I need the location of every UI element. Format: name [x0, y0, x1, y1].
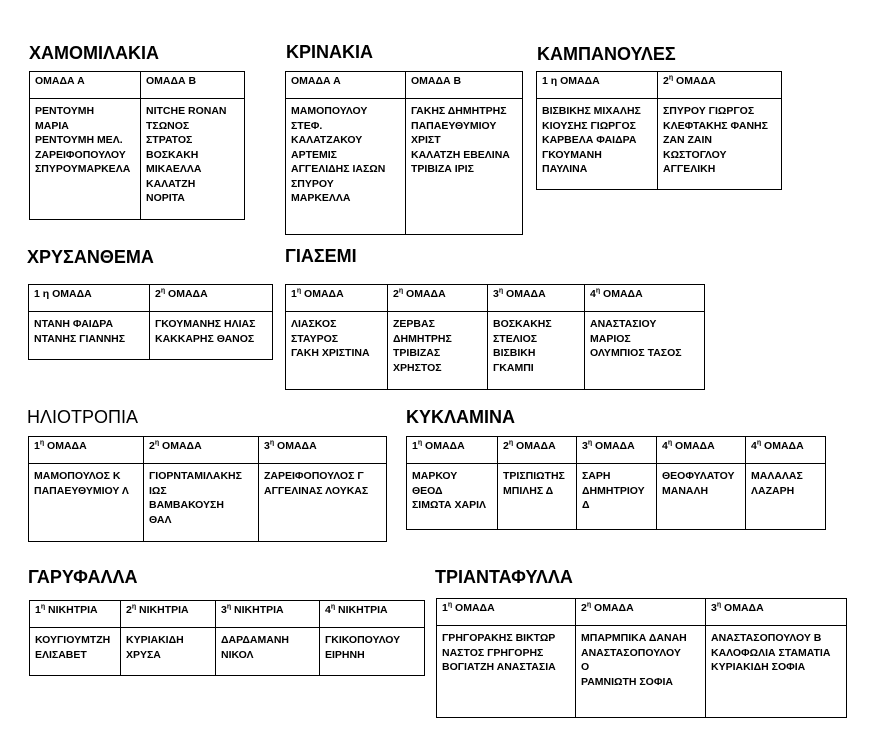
column-header-label: ΟΜΑΔΑ Α [291, 75, 341, 87]
member-name: ΜΑΝΑΛΗ [662, 484, 709, 497]
team-members-cell [585, 312, 705, 390]
team-members-cell [577, 464, 657, 530]
team-members-cell [537, 99, 658, 190]
column-header [407, 437, 498, 464]
column-header-pre: 1 η ΟΜΑΔΑ [34, 288, 92, 300]
member-name: Δ [582, 499, 590, 511]
member-name: ΓΑΚΗΣ ΔΗΜΗΤΡΗΣ [411, 105, 507, 117]
team-table-kyklamina [406, 436, 826, 530]
member-name: ΜΑΡΚΕΛΛΑ [291, 192, 351, 204]
column-header [437, 599, 576, 626]
section-title-garyfalla: ΓΑΡΥΦΑΛΛΑ [28, 567, 138, 587]
column-header [657, 437, 746, 464]
column-header [150, 285, 273, 312]
column-header-post: ΟΜΑΔΑ [513, 440, 556, 452]
column-header-pre: 2 [393, 288, 399, 300]
team-members-cell [437, 626, 576, 718]
column-header-post: ΟΜΑΔΑ [721, 602, 764, 614]
column-header [388, 285, 488, 312]
team-members-cell [30, 99, 141, 220]
column-header-post: ΟΜΑΔΑ [452, 602, 495, 614]
member-name: ΝΙΚΟΛ [221, 648, 254, 661]
column-header-post: ΝΙΚΗΤΡΙΑ [231, 604, 284, 616]
member-name: ΣΤΕΛΙΟΣ [493, 332, 538, 345]
member-name: ΠΑΠΑΕΥΘΥΜΙΟΥ Λ [34, 484, 129, 497]
team-members-cell [658, 99, 782, 190]
header-row [29, 285, 273, 312]
header-row [437, 599, 847, 626]
column-header-sup: η [330, 603, 336, 611]
column-header [30, 72, 141, 99]
team-members-cell [216, 628, 320, 676]
team-members-cell [498, 464, 577, 530]
column-header-pre: 3 [711, 602, 717, 614]
member-name: ΜΑΛΑΛΑΣ [751, 470, 803, 482]
column-header [29, 437, 144, 464]
team-members-cell [657, 464, 746, 530]
column-header-sup: η [498, 287, 504, 295]
member-name: ΜΑΡΚΟΥ [412, 470, 458, 482]
team-members-cell [144, 464, 259, 542]
team-table-chamomilakia [29, 71, 245, 220]
member-name: ΓΚΟΥΜΑΝΗΣ ΗΛΙΑΣ [155, 318, 256, 330]
column-header-sup: η [756, 439, 762, 447]
column-header-pre: 4 [325, 604, 331, 616]
member-name: ΚΑΛΟΦΩΛΙΑ ΣΤΑΜΑΤΙΑ [711, 646, 831, 659]
column-header-pre: 2 [149, 440, 155, 452]
member-name: ΕΙΡΗΝΗ [325, 648, 365, 661]
column-header-pre: 2 [503, 440, 509, 452]
column-header [286, 285, 388, 312]
member-name: ΣΙΜΩΤΑ ΧΑΡΙΛ [412, 499, 487, 511]
team-table-kampanoules [536, 71, 782, 190]
section-title-chrysanthema: ΧΡΥΣΑΝΘΕΜΑ [27, 247, 154, 267]
column-header-pre: 2 [581, 602, 587, 614]
column-header-post: ΟΜΑΔΑ [159, 440, 202, 452]
member-name: ΖΑΡΕΙΦΟΠΟΥΛΟΣ Γ [264, 470, 364, 482]
member-name: ΝΑΣΤΟΣ ΓΡΗΓΟΡΗΣ [442, 646, 544, 659]
member-name: ΚΟΥΓΙΟΥΜΤΖΗ [35, 634, 111, 646]
column-header-sup: η [398, 287, 404, 295]
column-header-pre: 1 [442, 602, 448, 614]
column-header-post: ΟΜΑΔΑ [761, 440, 804, 452]
member-name: ΟΛΥΜΠΙΟΣ ΤΑΣΟΣ [590, 347, 682, 359]
member-name: ΣΑΡΗ [582, 470, 611, 482]
column-header-pre: 2 [663, 75, 669, 87]
member-name: ΓΡΗΓΟΡΑΚΗΣ ΒΙΚΤΩΡ [442, 632, 556, 644]
member-name: ΜΑΜΟΠΟΥΛΟΣ Κ [34, 470, 121, 482]
member-name: ΙΩΣ [149, 484, 167, 497]
column-header-sup: η [447, 601, 453, 609]
column-header-pre: 3 [264, 440, 270, 452]
column-header-sup: η [417, 439, 423, 447]
members-row [437, 626, 847, 718]
member-name: ΤΣΩΝΟΣ [146, 119, 190, 132]
column-header-sup: η [40, 603, 46, 611]
column-header-label: ΟΜΑΔΑ Α [35, 75, 85, 87]
column-header [488, 285, 585, 312]
member-name: ΚΑΛΑΤΖΗ ΕΒΕΛΙΝΑ [411, 148, 510, 161]
column-header-post: ΟΜΑΔΑ [422, 440, 465, 452]
column-header [585, 285, 705, 312]
member-name: ΛΑΖΑΡΗ [751, 484, 795, 497]
team-members-cell [320, 628, 425, 676]
member-name: ΠΑΥΛΙΝΑ [542, 163, 588, 175]
member-name: ΡΕΝΤΟΥΜΗ ΜΕΛ. [35, 134, 123, 146]
section-title-krinakia: ΚΡΙΝΑΚΙΑ [286, 42, 374, 62]
column-header [286, 72, 406, 99]
column-header-sup: η [160, 287, 166, 295]
member-name: ΘΕΟΦΥΛΑΤΟΥ [662, 470, 735, 482]
column-header-pre: 1 η ΟΜΑΔΑ [542, 75, 600, 87]
team-members-cell [286, 99, 406, 235]
member-name: ΕΛΙΣΑΒΕΤ [35, 648, 87, 661]
section-title-kyklamina: ΚΥΚΛΑΜΙΝΑ [406, 407, 516, 427]
column-header-post: ΟΜΑΔΑ [403, 288, 446, 300]
team-members-cell [746, 464, 826, 530]
member-name: ΣΤΡΑΤΟΣ [146, 134, 193, 146]
column-header [746, 437, 826, 464]
column-header-post: ΟΜΑΔΑ [44, 440, 87, 452]
member-name: ΚΥΡΙΑΚΙΔΗ ΣΟΦΙΑ [711, 661, 806, 673]
team-table-garyfalla [29, 600, 425, 676]
member-name: ΔΑΡΔΑΜΑΝΗ [221, 634, 289, 646]
member-name: ΖΕΡΒΑΣ [393, 318, 435, 330]
members-row [537, 99, 782, 190]
member-name: ΤΡΙΒΙΖΑΣ [393, 347, 441, 359]
column-header-label: ΟΜΑΔΑ Β [411, 75, 462, 87]
column-header-label: ΟΜΑΔΑ Β [146, 75, 197, 87]
member-name: ΜΠΙΛΗΣ Δ [503, 484, 554, 497]
member-name: ΘΕΟΔ [412, 484, 443, 497]
member-name: ΚΑΛΑΤΖΗ [146, 177, 196, 190]
column-header-pre: 4 [751, 440, 757, 452]
column-header-pre: 1 [35, 604, 41, 616]
column-header-pre: 2 [126, 604, 132, 616]
section-title-giasemi: ΓΙΑΣΕΜΙ [285, 246, 357, 266]
member-name: ΒΑΜΒΑΚΟΥΣΗ [149, 499, 224, 511]
column-header-sup: η [595, 287, 601, 295]
team-members-cell [286, 312, 388, 390]
column-header [29, 285, 150, 312]
member-name: ΖΑΝ ΖΑΙΝ [663, 134, 712, 146]
column-header [141, 72, 245, 99]
column-header-post: ΟΜΑΔΑ [274, 440, 317, 452]
member-name: ΛΙΑΣΚΟΣ [291, 318, 337, 330]
team-members-cell [706, 626, 847, 718]
column-header-pre: 3 [582, 440, 588, 452]
member-name: ΣΠΥΡΟΥΜΑΡΚΕΛΑ [35, 163, 131, 175]
member-name: ΝΟΡΙΤΑ [146, 192, 185, 204]
header-row [30, 72, 245, 99]
header-row [286, 72, 523, 99]
member-name: ΑΓΓΕΛΙΚΗ [663, 163, 716, 175]
column-header-sup: η [667, 439, 673, 447]
member-name: ΓΚΟΥΜΑΝΗ [542, 148, 602, 161]
team-members-cell [388, 312, 488, 390]
member-name: ΣΤΑΥΡΟΣ [291, 332, 339, 345]
column-header [706, 599, 847, 626]
member-name: ΒΙΣΒΙΚΗΣ ΜΙΧΑΛΗΣ [542, 105, 641, 117]
column-header [498, 437, 577, 464]
members-row [30, 628, 425, 676]
member-name: ΜΑΜΟΠΟΥΛΟΥ [291, 105, 368, 117]
member-name: ΑΝΑΣΤΑΣΙΟΥ [590, 318, 657, 330]
team-table-iliotropia [28, 436, 387, 542]
column-header [658, 72, 782, 99]
member-name: ΒΙΣΒΙΚΗ [493, 347, 536, 359]
column-header [577, 437, 657, 464]
column-header-post: ΝΙΚΗΤΡΙΑ [335, 604, 388, 616]
column-header-sup: η [716, 601, 722, 609]
column-header-post: ΟΜΑΔΑ [673, 75, 716, 87]
member-name: ΚΙΟΥΣΗΣ ΓΙΩΡΓΟΣ [542, 119, 636, 132]
column-header [216, 601, 320, 628]
column-header [537, 72, 658, 99]
team-members-cell [488, 312, 585, 390]
member-name: ΓΚΙΚΟΠΟΥΛΟΥ [325, 634, 401, 646]
column-header-pre: 1 [291, 288, 297, 300]
member-name: ΡΑΜΝΙΩΤΗ ΣΟΦΙΑ [581, 675, 673, 688]
header-row [286, 285, 705, 312]
header-row [30, 601, 425, 628]
member-name: ΚΛΕΦΤΑΚΗΣ ΦΑΝΗΣ [663, 119, 768, 132]
column-header-sup: η [269, 439, 275, 447]
column-header-sup: η [226, 603, 232, 611]
team-members-cell [141, 99, 245, 220]
column-header-sup: η [586, 601, 592, 609]
member-name: ΤΡΙΣΠΙΩΤΗΣ [503, 470, 565, 482]
column-header-pre: 1 [412, 440, 418, 452]
column-header-post: ΟΜΑΔΑ [592, 440, 635, 452]
member-name: ΑΓΓΕΛΙΝΑΣ ΛΟΥΚΑΣ [264, 484, 369, 497]
member-name: ΓΚΑΜΠΙ [493, 361, 534, 374]
member-name: ΔΗΜΗΤΡΗΣ [393, 332, 452, 345]
column-header-pre: 1 [34, 440, 40, 452]
column-header-post: ΟΜΑΔΑ [600, 288, 643, 300]
column-header-post: ΟΜΑΔΑ [165, 288, 208, 300]
section-title-triantafylla: ΤΡΙΑΝΤΑΦΥΛΛΑ [435, 567, 573, 587]
member-name: ΚΑΛΑΤΖΑΚΟΥ [291, 134, 363, 146]
team-members-cell [407, 464, 498, 530]
member-name: ΜΠΑΡΜΠΙΚΑ ΔΑΝΑΗ [581, 632, 687, 644]
members-row [286, 99, 523, 235]
member-name: ΣΤΕΦ. [291, 119, 323, 132]
column-header-pre: 4 [662, 440, 668, 452]
column-header-pre: 3 [221, 604, 227, 616]
member-name: ΜΑΡΙΟΣ [590, 332, 631, 345]
member-name: ΧΡΥΣΑ [126, 648, 161, 661]
team-members-cell [30, 628, 121, 676]
column-header-post: ΝΙΚΗΤΡΙΑ [136, 604, 189, 616]
team-members-cell [576, 626, 706, 718]
column-header-pre: 4 [590, 288, 596, 300]
member-name: ΘΑΛ [149, 513, 172, 526]
column-header-sup: η [508, 439, 514, 447]
member-name: ΧΡΙΣΤ [411, 134, 441, 146]
members-row [407, 464, 826, 530]
team-table-giasemi [285, 284, 705, 390]
column-header [576, 599, 706, 626]
column-header-post: ΟΜΑΔΑ [301, 288, 344, 300]
member-name: ΒΟΣΚΑΚΗΣ [493, 318, 552, 330]
team-members-cell [29, 464, 144, 542]
member-name: ΣΠΥΡΟΥ ΓΙΩΡΓΟΣ [663, 105, 755, 117]
column-header-sup: η [131, 603, 137, 611]
member-name: ΧΡΗΣΤΟΣ [393, 361, 442, 374]
member-name: ΠΑΠΑΕΥΘΥΜΙΟΥ [411, 119, 497, 132]
member-name: ΒΟΓΙΑΤΖΗ ΑΝΑΣΤΑΣΙΑ [442, 661, 556, 673]
team-table-chrysanthema [28, 284, 273, 360]
member-name: ΚΑΡΒΕΛΑ ΦΑΙΔΡΑ [542, 134, 637, 146]
member-name: NITCHE RONAN [146, 105, 227, 117]
member-name: ΑΓΓΕΛΙΔΗΣ ΙΑΣΩΝ [291, 163, 386, 175]
member-name: ΑΝΑΣΤΑΣΟΠΟΥΛΟΥ Β [711, 632, 822, 644]
team-table-krinakia [285, 71, 523, 235]
team-members-cell [150, 312, 273, 360]
members-row [29, 312, 273, 360]
member-name: ΓΙΟΡΝΤΑΜΙΛΑΚΗΣ [149, 470, 242, 482]
column-header [259, 437, 387, 464]
members-row [30, 99, 245, 220]
header-row [29, 437, 387, 464]
member-name: ΑΡΤΕΜΙΣ [291, 148, 337, 161]
column-header-pre: 3 [493, 288, 499, 300]
team-members-cell [29, 312, 150, 360]
section-title-kampanoules: ΚΑΜΠΑΝΟΥΛΕΣ [537, 44, 676, 64]
column-header-post: ΟΜΑΔΑ [672, 440, 715, 452]
column-header [30, 601, 121, 628]
section-title-iliotropia: ΗΛΙΟΤΡΟΠΙΑ [27, 407, 139, 427]
member-name: Ο [581, 661, 590, 673]
member-name: ΡΕΝΤΟΥΜΗ [35, 105, 95, 117]
column-header-post: ΟΜΑΔΑ [591, 602, 634, 614]
column-header-post: ΝΙΚΗΤΡΙΑ [45, 604, 98, 616]
member-name: ΜΑΡΙΑ [35, 119, 69, 132]
member-name: ΚΥΡΙΑΚΙΔΗ [126, 634, 184, 646]
header-row [537, 72, 782, 99]
member-name: ΑΝΑΣΤΑΣΟΠΟΥΛΟΥ [581, 646, 681, 659]
column-header-pre: 2 [155, 288, 161, 300]
column-header [121, 601, 216, 628]
section-title-chamomilakia: ΧΑΜΟΜΙΛΑΚΙΑ [29, 43, 159, 63]
member-name: ΔΗΜΗΤΡΙΟΥ [582, 484, 645, 497]
member-name: ΒΟΣΚΑΚΗ [146, 148, 199, 161]
column-header-sup: η [154, 439, 160, 447]
members-row [29, 464, 387, 542]
header-row [407, 437, 826, 464]
team-members-cell [121, 628, 216, 676]
member-name: ΚΩΣΤΟΓΛΟΥ [663, 148, 727, 161]
member-name: ΝΤΑΝΗΣ ΓΙΑΝΝΗΣ [34, 332, 126, 345]
column-header [320, 601, 425, 628]
column-header [144, 437, 259, 464]
member-name: ΜΙΚΑΕΛΛΑ [146, 163, 202, 175]
column-header-sup: η [587, 439, 593, 447]
member-name: ΣΠΥΡΟΥ [291, 177, 334, 190]
member-name: ΖΑΡΕΙΦΟΠΟΥΛΟΥ [35, 148, 126, 161]
member-name: ΝΤΑΝΗ ΦΑΙΔΡΑ [34, 318, 114, 330]
member-name: ΓΑΚΗ ΧΡΙΣΤΙΝΑ [291, 347, 370, 359]
column-header-post: ΟΜΑΔΑ [503, 288, 546, 300]
column-header-sup: η [39, 439, 45, 447]
members-row [286, 312, 705, 390]
column-header-sup: η [668, 74, 674, 82]
team-members-cell [259, 464, 387, 542]
member-name: ΤΡΙΒΙΖΑ ΙΡΙΣ [411, 163, 474, 175]
team-members-cell [406, 99, 523, 235]
team-table-triantafylla [436, 598, 847, 718]
column-header-sup: η [296, 287, 302, 295]
member-name: ΚΑΚΚΑΡΗΣ ΘΑΝΟΣ [155, 332, 255, 345]
column-header [406, 72, 523, 99]
